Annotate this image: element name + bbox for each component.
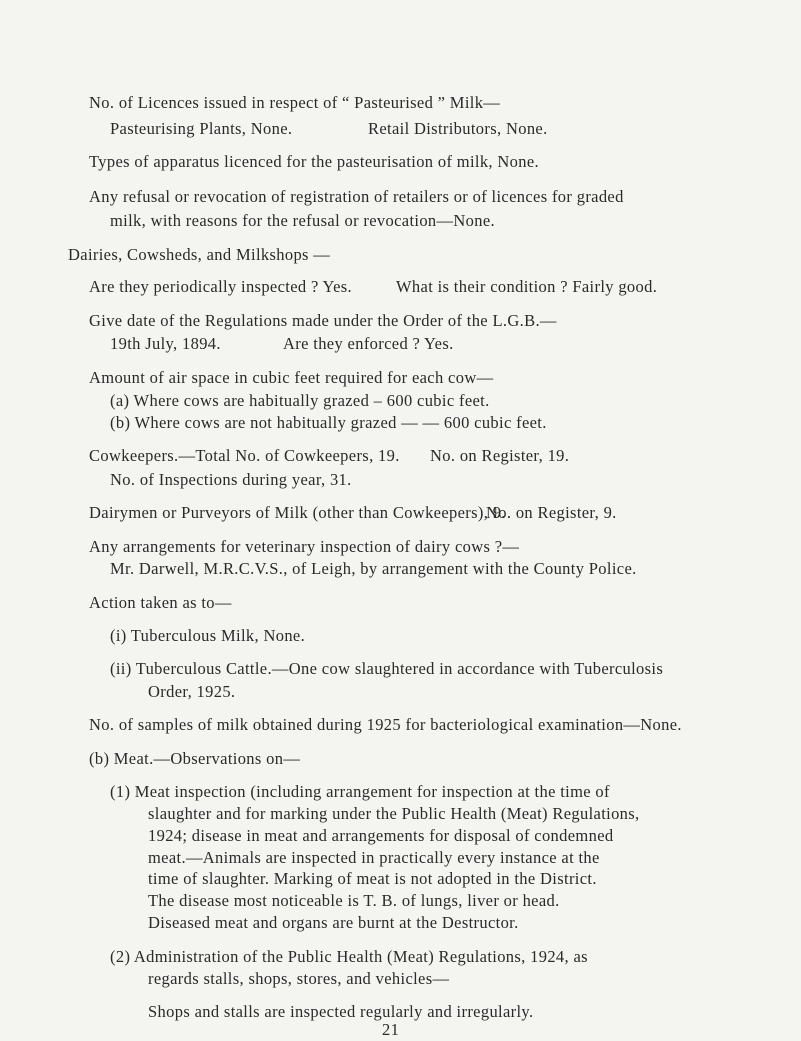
meat-item-2-line: regards stalls, shops, stores, and vehicles— <box>148 969 450 989</box>
meat-item-2-line: (2) Administration of the Public Health (Meat) Regulations, 1924, as <box>110 947 588 967</box>
milk-samples: No. of samples of milk obtained during 1925 for bacteriological examination—None. <box>89 714 682 734</box>
dairies-heading: Dairies, Cowsheds, and Milkshops — <box>68 244 331 264</box>
meat-item-1-line: meat.—Animals are inspected in practically every instance at the <box>148 847 600 867</box>
condition-question: What is their condition ? Fairly good. <box>396 276 658 296</box>
veterinary-answer: Mr. Darwell, M.R.C.V.S., of Leigh, by arrangement with the County Police. <box>110 559 637 579</box>
cowkeepers-total: Cowkeepers.—Total No. of Cowkeepers, 19. <box>89 446 400 465</box>
refusal-line-1: Any refusal or revocation of registration of retailers or of licences for graded <box>89 187 624 207</box>
meat-item-1-line: 1924; disease in meat and arrangements for disposal of condemned <box>148 825 614 845</box>
regulations-line-1: Give date of the Regulations made under the Order of the L.G.B.— <box>89 310 557 330</box>
action-tuberculous-milk: (i) Tuberculous Milk, None. <box>110 626 306 646</box>
action-heading: Action taken as to— <box>89 593 232 613</box>
licences-heading: No. of Licences issued in respect of “ Pasteurised ” Milk— <box>89 93 501 112</box>
action-order: Order, 1925. <box>148 681 236 701</box>
apparatus-types: Types of apparatus licenced for the pasteurisation of milk, None. <box>89 152 540 172</box>
retail-distributors: Retail Distributors, None. <box>368 118 548 138</box>
refusal-line-2: milk, with reasons for the refusal or revocation—None. <box>110 211 496 230</box>
dairymen-register: No. on Register, 9. <box>486 502 617 522</box>
meat-item-1-line: slaughter and for marking under the Public Health (Meat) Regulations, <box>148 803 640 823</box>
cowkeepers-register: No. on Register, 19. <box>430 446 570 465</box>
pasteurising-plants: Pasteurising Plants, None. <box>110 118 293 138</box>
dairymen-count: Dairymen or Purveyors of Milk (other than Cowkeepers), 9. <box>89 502 506 522</box>
meat-shops: Shops and stalls are inspected regularly and irregularly. <box>148 1002 534 1021</box>
air-space-grazed: (a) Where cows are habitually grazed – 600 cubic feet. <box>110 391 490 411</box>
regulations-enforced: Are they enforced ? Yes. <box>283 333 454 353</box>
veterinary-question: Any arrangements for veterinary inspection of dairy cows ?— <box>89 536 520 556</box>
meat-heading: (b) Meat.—Observations on— <box>89 748 301 768</box>
inspected-question: Are they periodically inspected ? Yes. <box>89 276 353 296</box>
air-space-heading: Amount of air space in cubic feet required for each cow— <box>89 368 494 388</box>
action-tuberculous-cattle: (ii) Tuberculous Cattle.—One cow slaughtered in accordance with Tuberculosis <box>110 659 664 679</box>
air-space-not-grazed: (b) Where cows are not habitually grazed — — 600 cubic feet. <box>110 413 547 433</box>
meat-item-1-line: (1) Meat inspection (including arrangement for inspection at the time of <box>110 781 610 801</box>
regulations-date: 19th July, 1894. <box>110 333 221 353</box>
page-number: 21 <box>382 1020 400 1039</box>
meat-item-1-line: Diseased meat and organs are burnt at the Destructor. <box>148 913 519 933</box>
cowkeepers-inspections: No. of Inspections during year, 31. <box>110 469 352 489</box>
meat-item-1-line: time of slaughter. Marking of meat is not adopted in the District. <box>148 869 597 889</box>
meat-item-1-line: The disease most noticeable is T. B. of lungs, liver or head. <box>148 891 560 911</box>
